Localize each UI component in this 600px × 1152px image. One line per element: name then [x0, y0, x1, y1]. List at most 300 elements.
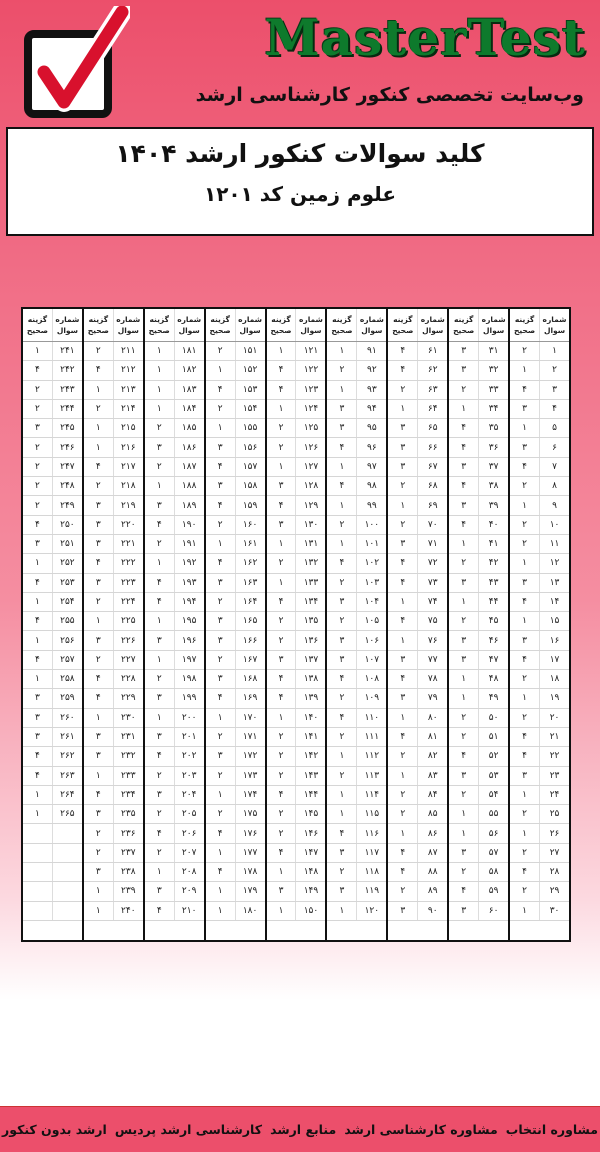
- correct-answer: ۲: [339, 770, 345, 781]
- correct-answer: ۳: [400, 423, 406, 434]
- table-header-row: [267, 309, 326, 342]
- table-row: [206, 767, 265, 786]
- checkmark-box-icon[interactable]: [18, 6, 130, 122]
- table-row: [327, 438, 386, 457]
- table-row: [388, 882, 447, 901]
- table-row: [510, 805, 569, 824]
- table-row: [23, 902, 82, 921]
- question-number: ۵۴: [478, 786, 508, 804]
- question-number: ۱۶۵: [235, 612, 265, 630]
- table-row: [84, 689, 143, 708]
- question-number: ۴۲: [478, 554, 508, 572]
- correct-answer: ۴: [339, 442, 345, 453]
- table-row: [510, 342, 569, 361]
- table-row: [510, 554, 569, 573]
- question-number: ۱۶۹: [235, 689, 265, 707]
- question-number: ۷: [539, 458, 569, 476]
- question-number: ۱۳۱: [295, 535, 325, 553]
- table-row: [449, 709, 508, 728]
- question-number: ۱۵۸: [235, 477, 265, 495]
- correct-answer: ۳: [217, 577, 223, 588]
- question-number: ۳۰: [539, 902, 569, 920]
- table-row: [206, 728, 265, 747]
- question-number: ۵۸: [478, 863, 508, 881]
- question-number: ۷۹: [417, 689, 447, 707]
- table-row: [206, 400, 265, 419]
- table-row: [388, 438, 447, 457]
- question-number: ۱۸۵: [174, 419, 204, 437]
- question-number: ۱۹۸: [174, 670, 204, 688]
- table-row: [327, 824, 386, 843]
- question-number: ۱۱۸: [356, 863, 386, 881]
- correct-answer: ۲: [278, 770, 284, 781]
- table-row: [267, 902, 326, 921]
- question-number: ۲۳۵: [113, 805, 143, 823]
- table-row: [510, 381, 569, 400]
- correct-answer: ۳: [217, 442, 223, 453]
- table-row: [327, 651, 386, 670]
- correct-answer: ۴: [156, 828, 162, 839]
- question-number: ۱: [539, 342, 569, 360]
- question-number: ۲۲۷: [113, 651, 143, 669]
- question-number: ۲۲: [539, 747, 569, 765]
- table-row: [449, 574, 508, 593]
- question-number: ۲۵۰: [52, 516, 82, 534]
- question-number: ۱۲۶: [295, 438, 325, 456]
- table-row: [23, 824, 82, 843]
- table-row: [84, 863, 143, 882]
- table-row: [23, 381, 82, 400]
- question-number: ۵۶: [478, 824, 508, 842]
- correct-answer: ۲: [522, 539, 527, 550]
- table-row: [510, 824, 569, 843]
- question-number: ۲۰۸: [174, 863, 204, 881]
- question-number: ۹۳: [356, 381, 386, 399]
- table-row: [84, 458, 143, 477]
- table-row: [84, 438, 143, 457]
- correct-answer: ۱: [95, 442, 101, 453]
- correct-answer: ۲: [95, 346, 101, 357]
- question-number: ۲۱۶: [113, 438, 143, 456]
- question-number: ۶۰: [478, 902, 508, 920]
- footer-link[interactable]: منابع ارشد: [270, 1122, 337, 1137]
- correct-answer: ۱: [339, 751, 345, 762]
- table-row: [23, 728, 82, 747]
- question-number: ۶۹: [417, 496, 447, 514]
- question-number: ۹۱: [356, 342, 386, 360]
- table-row: [84, 593, 143, 612]
- correct-answer: ۲: [278, 442, 284, 453]
- question-number: ۵۹: [478, 882, 508, 900]
- correct-answer: ۴: [156, 597, 162, 607]
- question-number: ۱۵۳: [235, 381, 265, 399]
- question-number: ۲۶۳: [52, 767, 82, 785]
- footer-link[interactable]: ارشد بدون کنکور: [2, 1122, 107, 1137]
- question-number: ۲۰۶: [174, 824, 204, 842]
- table-row: [206, 631, 265, 650]
- correct-answer: ۳: [217, 481, 223, 492]
- question-number: ۲۳۹: [113, 882, 143, 900]
- table-row: [23, 631, 82, 650]
- correct-answer: ۴: [400, 616, 406, 627]
- question-number: ۲۲۸: [113, 670, 143, 688]
- question-number: ۸۴: [417, 786, 447, 804]
- question-number: ۱۲۴: [295, 400, 325, 418]
- table-row: [84, 477, 143, 496]
- correct-answer: ۴: [217, 828, 223, 839]
- question-number: ۲۷: [539, 844, 569, 862]
- answer-block: [386, 309, 447, 940]
- question-number: ۲۲۵: [113, 612, 143, 630]
- table-row: [327, 496, 386, 515]
- table-row: [206, 554, 265, 573]
- column-header-question: شماره سوال: [539, 309, 569, 341]
- question-number: ۲۳: [539, 767, 569, 785]
- answer-block: [265, 309, 326, 940]
- question-number: ۱۸۴: [174, 400, 204, 418]
- question-number: ۲۴۴: [52, 400, 82, 418]
- question-number: ۱۳۷: [295, 651, 325, 669]
- question-number: ۱۱۵: [356, 805, 386, 823]
- question-number: ۲۴۶: [52, 438, 82, 456]
- question-number: ۸۶: [417, 824, 447, 842]
- table-row: [327, 747, 386, 766]
- table-row: [267, 477, 326, 496]
- correct-answer: ۱: [217, 423, 223, 434]
- correct-answer: ۲: [461, 712, 467, 723]
- correct-answer: ۲: [156, 674, 162, 685]
- table-row: [267, 381, 326, 400]
- table-row: [145, 844, 204, 863]
- table-row: [145, 438, 204, 457]
- question-number: ۲۵۴: [52, 593, 82, 611]
- table-row: [145, 709, 204, 728]
- question-number: ۱۵۷: [235, 458, 265, 476]
- question-number: ۳۸: [478, 477, 508, 495]
- correct-answer: ۲: [522, 712, 527, 723]
- correct-answer: ۴: [95, 674, 101, 685]
- table-row: [449, 767, 508, 786]
- question-number: ۱۶۰: [235, 516, 265, 534]
- table-row: [388, 477, 447, 496]
- correct-answer: ۳: [461, 905, 467, 916]
- table-row: [145, 554, 204, 573]
- table-row: [510, 709, 569, 728]
- question-number: ۲۳۱: [113, 728, 143, 746]
- correct-answer: ۲: [95, 654, 101, 665]
- table-header-row: [510, 309, 569, 342]
- question-number: ۲۰۱: [174, 728, 204, 746]
- column-header-answer: گزینه صحیح: [270, 315, 292, 335]
- correct-answer: ۳: [339, 635, 345, 646]
- column-header-answer: گزینه صحیح: [26, 315, 48, 335]
- question-number: ۲۱۲: [113, 361, 143, 379]
- question-number: ۱۰۸: [356, 670, 386, 688]
- table-row: [267, 574, 326, 593]
- table-row: [206, 651, 265, 670]
- question-number: ۷۳: [417, 574, 447, 592]
- table-row: [23, 361, 82, 380]
- question-number: ۱۸۱: [174, 342, 204, 360]
- column-header-answer: گزینه صحیح: [87, 315, 109, 335]
- table-row: [449, 361, 508, 380]
- table-row: [145, 786, 204, 805]
- question-number: ۶۶: [417, 438, 447, 456]
- table-row: [145, 381, 204, 400]
- question-number: ۱۰۰: [356, 516, 386, 534]
- question-number: ۱۳۵: [295, 612, 325, 630]
- question-number: ۱۰۱: [356, 535, 386, 553]
- question-number: ۱۶۳: [235, 574, 265, 592]
- table-row: [23, 574, 82, 593]
- footer-link[interactable]: مشاوره انتخاب: [505, 1122, 598, 1137]
- question-number: ۲۰: [539, 709, 569, 727]
- table-row: [267, 342, 326, 361]
- correct-answer: ۲: [461, 789, 467, 800]
- correct-answer: ۱: [217, 712, 223, 723]
- column-header-answer: گزینه صحیح: [453, 315, 475, 335]
- correct-answer: ۱: [461, 693, 467, 704]
- correct-answer: ۳: [95, 500, 101, 511]
- question-number: ۱۱۶: [356, 824, 386, 842]
- question-number: ۳: [539, 381, 569, 399]
- table-row: [23, 863, 82, 882]
- table-row: [510, 863, 569, 882]
- correct-answer: ۱: [522, 616, 527, 627]
- question-number: ۱۴۱: [295, 728, 325, 746]
- question-number: ۱۶۸: [235, 670, 265, 688]
- table-row: [206, 438, 265, 457]
- answer-block: [508, 309, 569, 940]
- correct-answer: ۴: [278, 597, 284, 607]
- table-row: [510, 593, 569, 612]
- table-row: [327, 381, 386, 400]
- question-number: ۵۱: [478, 728, 508, 746]
- correct-answer: ۱: [95, 886, 101, 897]
- table-row: [23, 438, 82, 457]
- question-number: ۴۴: [478, 593, 508, 611]
- question-number: ۲۰۰: [174, 709, 204, 727]
- correct-answer: ۱: [522, 500, 527, 511]
- table-row: [327, 400, 386, 419]
- table-row: [84, 361, 143, 380]
- table-row: [510, 728, 569, 747]
- table-row: [510, 844, 569, 863]
- question-number: ۶۱: [417, 342, 447, 360]
- table-row: [145, 651, 204, 670]
- question-number: ۱۶۱: [235, 535, 265, 553]
- table-row: [449, 631, 508, 650]
- question-number: ۲۳۲: [113, 747, 143, 765]
- table-row: [267, 786, 326, 805]
- correct-answer: ۱: [461, 809, 467, 820]
- table-row: [267, 728, 326, 747]
- question-number: ۴۷: [478, 651, 508, 669]
- correct-answer: ۳: [156, 789, 162, 800]
- answer-block: [23, 309, 82, 940]
- table-row: [145, 882, 204, 901]
- correct-answer: ۴: [400, 867, 406, 878]
- correct-answer: ۲: [217, 654, 223, 665]
- question-number: ۱۵۶: [235, 438, 265, 456]
- correct-answer: ۳: [339, 404, 345, 415]
- table-row: [84, 709, 143, 728]
- correct-answer: ۳: [35, 732, 40, 743]
- question-number: ۶۴: [417, 400, 447, 418]
- correct-answer: ۴: [95, 558, 101, 569]
- question-number: ۵۰: [478, 709, 508, 727]
- question-number: ۱۳۲: [295, 554, 325, 572]
- table-row: [206, 863, 265, 882]
- brand-name[interactable]: MasterTest: [264, 8, 586, 67]
- question-number: ۱۱: [539, 535, 569, 553]
- footer-link[interactable]: کارشناسی ارشد پردیس: [114, 1122, 262, 1137]
- correct-answer: ۴: [217, 867, 223, 878]
- table-row: [510, 419, 569, 438]
- question-number: ۱۲۸: [295, 477, 325, 495]
- table-row: [510, 631, 569, 650]
- correct-answer: ۲: [217, 404, 223, 415]
- correct-answer: ۱: [278, 905, 284, 916]
- correct-answer: ۱: [278, 539, 284, 550]
- question-number: ۷۲: [417, 554, 447, 572]
- table-row: [510, 438, 569, 457]
- table-row: [23, 477, 82, 496]
- correct-answer: ۱: [278, 461, 284, 472]
- correct-answer: ۳: [461, 770, 467, 781]
- correct-answer: ۳: [217, 674, 223, 685]
- question-number: ۸۷: [417, 844, 447, 862]
- correct-answer: ۴: [156, 751, 162, 762]
- question-number: ۲۳۴: [113, 786, 143, 804]
- question-number: ۲۱: [539, 728, 569, 746]
- footer-link[interactable]: مشاوره کارشناسی ارشد: [344, 1122, 498, 1137]
- table-row: [449, 554, 508, 573]
- table-row: [388, 496, 447, 515]
- correct-answer: ۱: [461, 674, 467, 685]
- correct-answer: ۴: [339, 828, 345, 839]
- table-row: [388, 670, 447, 689]
- correct-answer: ۳: [339, 847, 345, 858]
- question-number: ۷۷: [417, 651, 447, 669]
- table-row: [267, 631, 326, 650]
- question-number: ۷۶: [417, 631, 447, 649]
- question-number: ۳۶: [478, 438, 508, 456]
- table-row: [327, 767, 386, 786]
- correct-answer: ۱: [339, 500, 345, 511]
- table-row: [327, 709, 386, 728]
- table-row: [388, 728, 447, 747]
- question-number: ۱۰۵: [356, 612, 386, 630]
- table-row: [388, 747, 447, 766]
- correct-answer: ۱: [217, 365, 223, 376]
- table-row: [327, 535, 386, 554]
- column-header-question: شماره سوال: [113, 309, 143, 341]
- table-row: [206, 882, 265, 901]
- question-number: ۲۳۸: [113, 863, 143, 881]
- table-row: [449, 786, 508, 805]
- table-row: [84, 767, 143, 786]
- correct-answer: ۱: [95, 423, 101, 434]
- correct-answer: ۱: [95, 770, 101, 781]
- correct-answer: ۴: [217, 461, 223, 472]
- correct-answer: ۱: [339, 346, 345, 357]
- correct-answer: ۱: [156, 481, 162, 492]
- table-row: [510, 902, 569, 921]
- correct-answer: ۴: [278, 789, 284, 800]
- question-number: ۱۶۶: [235, 631, 265, 649]
- correct-answer: ۲: [522, 481, 527, 492]
- question-number: ۳۵: [478, 419, 508, 437]
- table-row: [267, 863, 326, 882]
- table-row: [145, 458, 204, 477]
- correct-answer: ۳: [278, 519, 284, 530]
- correct-answer: ۲: [35, 461, 40, 472]
- question-number: ۱۷۸: [235, 863, 265, 881]
- question-number: ۱۹۳: [174, 574, 204, 592]
- table-row: [267, 361, 326, 380]
- question-number: [52, 882, 82, 900]
- question-number: ۲۵۷: [52, 651, 82, 669]
- question-number: ۲۲۶: [113, 631, 143, 649]
- correct-answer: ۴: [400, 577, 406, 588]
- question-number: ۱۳۴: [295, 593, 325, 611]
- table-row: [327, 786, 386, 805]
- table-row: [267, 496, 326, 515]
- correct-answer: ۴: [35, 365, 40, 376]
- question-number: ۲۱۵: [113, 419, 143, 437]
- table-row: [388, 361, 447, 380]
- table-row: [388, 767, 447, 786]
- correct-answer: ۳: [461, 577, 467, 588]
- site-tagline: وب‌سایت تخصصی کنکور کارشناسی ارشد: [195, 84, 584, 106]
- correct-answer: ۲: [278, 558, 284, 569]
- question-number: ۴۰: [478, 516, 508, 534]
- table-row: [23, 786, 82, 805]
- correct-answer: ۱: [95, 712, 101, 723]
- table-row: [267, 882, 326, 901]
- correct-answer: ۳: [400, 461, 406, 472]
- question-number: ۲۰۷: [174, 844, 204, 862]
- correct-answer: ۳: [95, 577, 101, 588]
- table-row: [84, 342, 143, 361]
- table-row: [388, 516, 447, 535]
- question-number: ۱۴۴: [295, 786, 325, 804]
- question-number: ۴۶: [478, 631, 508, 649]
- correct-answer: ۱: [35, 674, 40, 685]
- correct-answer: ۳: [400, 905, 406, 916]
- question-number: ۱۶۷: [235, 651, 265, 669]
- answer-block: [204, 309, 265, 940]
- table-row: [23, 747, 82, 766]
- table-row: [84, 651, 143, 670]
- table-row: [510, 689, 569, 708]
- correct-answer: ۲: [35, 500, 40, 511]
- correct-answer: ۳: [95, 732, 101, 743]
- correct-answer: ۱: [400, 500, 406, 511]
- question-number: ۱۹۵: [174, 612, 204, 630]
- question-number: ۴: [539, 400, 569, 418]
- correct-answer: ۳: [217, 616, 223, 627]
- table-row: [84, 574, 143, 593]
- table-row: [388, 535, 447, 554]
- question-number: ۲۶۴: [52, 786, 82, 804]
- question-number: ۱۷: [539, 651, 569, 669]
- table-row: [388, 902, 447, 921]
- question-number: ۲۱۳: [113, 381, 143, 399]
- correct-answer: ۲: [400, 886, 406, 897]
- correct-answer: ۲: [156, 423, 162, 434]
